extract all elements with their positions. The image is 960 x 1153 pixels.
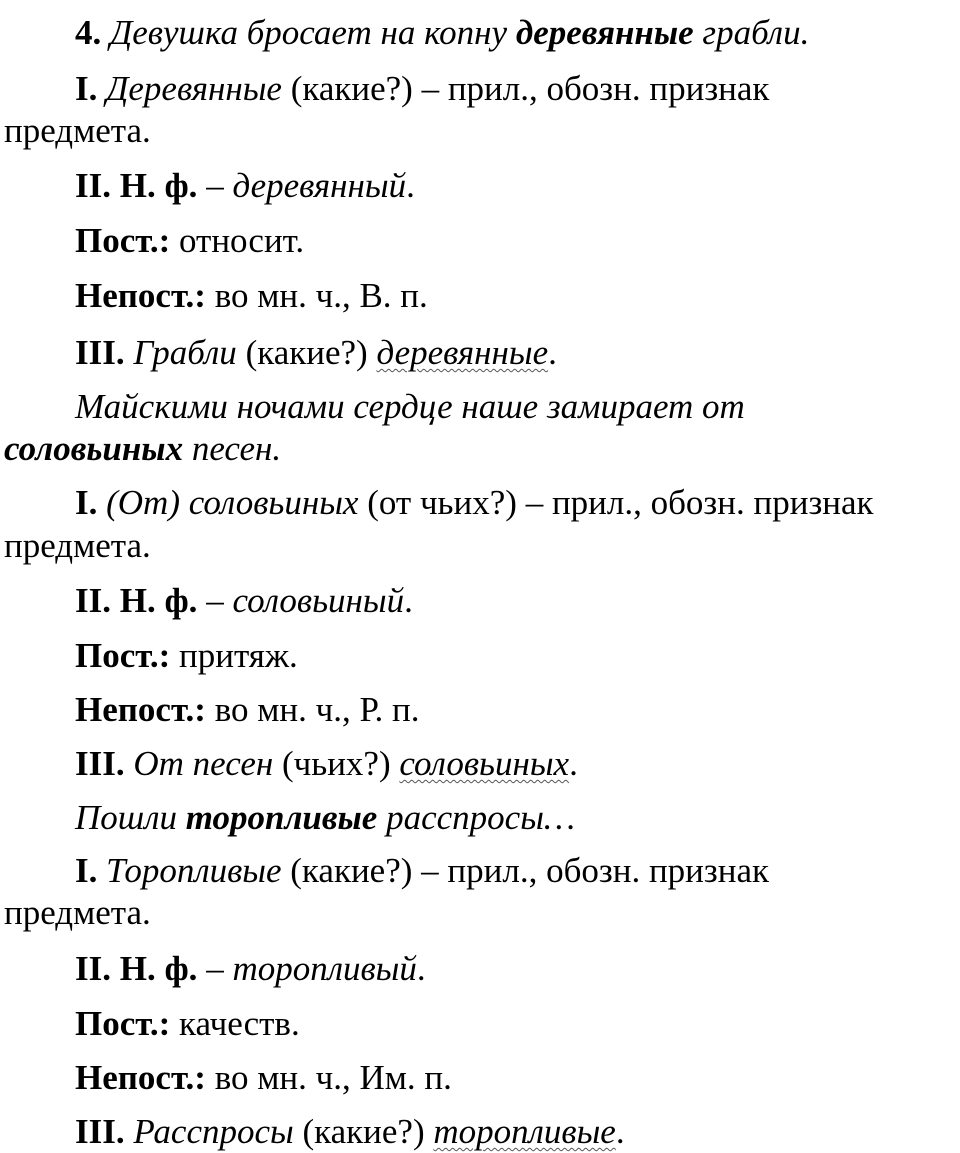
dash: –	[206, 581, 224, 620]
sentence-text: Девушка бросает на копну	[110, 13, 508, 52]
value: относит.	[178, 221, 305, 260]
initial-form: соловьиный	[232, 581, 405, 620]
word: Деревянные	[106, 69, 282, 108]
key-word: деревянные	[515, 13, 694, 52]
value: качеств.	[178, 1004, 300, 1043]
description-cont: предмета.	[4, 893, 151, 932]
sentence-2-line-1	[4, 386, 960, 428]
value: во мн. ч., В. п.	[214, 276, 428, 315]
analysis-nepost	[4, 275, 960, 317]
key-word: соловьиных	[4, 429, 184, 468]
analysis-step-ii	[4, 580, 960, 622]
sentence-text: расспросы…	[386, 798, 576, 837]
key-word: торопливые	[185, 798, 378, 837]
analysis-nepost	[4, 1057, 960, 1099]
step-label: Пост.:	[75, 1004, 171, 1043]
task-number: 4.	[75, 13, 102, 52]
value: во мн. ч., Им. п.	[214, 1058, 452, 1097]
initial-form: деревянный	[232, 166, 407, 205]
noun: Грабли	[133, 333, 237, 372]
step-label: III.	[75, 744, 125, 783]
sentence-3	[4, 797, 960, 839]
step-label: Пост.:	[75, 221, 171, 260]
preposition: (От)	[106, 483, 180, 522]
underlined-adjective: деревянные	[376, 333, 549, 372]
analysis-step-i	[4, 482, 960, 524]
word: Торопливые	[106, 851, 282, 890]
analysis-post	[4, 635, 960, 677]
sentence-text: Майскими ночами сердце наше замирает от	[75, 387, 745, 426]
analysis-step-i-cont	[4, 525, 944, 567]
description: – прил., обозн. признак	[525, 483, 874, 522]
question: (какие?)	[245, 333, 368, 372]
underlined-adjective: соловьиных	[399, 744, 570, 783]
analysis-step-iii	[4, 332, 960, 374]
dash: –	[206, 949, 224, 988]
step-label: II. Н. ф.	[75, 949, 198, 988]
value: во мн. ч., Р. п.	[214, 690, 420, 729]
analysis-step-i	[4, 68, 960, 110]
step-label: Непост.:	[75, 1058, 206, 1097]
question: (какие?)	[302, 1112, 425, 1151]
noun: От песен	[133, 744, 274, 783]
step-label: II. Н. ф.	[75, 166, 198, 205]
step-label: I.	[75, 69, 98, 108]
sentence-text: песен.	[191, 429, 282, 468]
analysis-step-i-cont	[4, 892, 944, 934]
period: .	[406, 166, 415, 205]
step-label: Пост.:	[75, 636, 171, 675]
step-label: III.	[75, 1112, 125, 1151]
description: – прил., обозн. признак	[421, 69, 770, 108]
dash: –	[206, 166, 224, 205]
analysis-post	[4, 220, 960, 262]
sentence-1	[4, 12, 960, 54]
sentence-text: Пошли	[75, 798, 177, 837]
analysis-nepost	[4, 689, 960, 731]
step-label: III.	[75, 333, 125, 372]
question: (какие?)	[290, 69, 413, 108]
word: соловьиных	[188, 483, 359, 522]
step-label: Непост.:	[75, 690, 206, 729]
question: (от чьих?)	[367, 483, 517, 522]
step-label: I.	[75, 851, 98, 890]
period: .	[569, 744, 578, 783]
sentence-2-line-2	[4, 428, 944, 470]
analysis-post	[4, 1003, 960, 1045]
description: – прил., обозн. признак	[421, 851, 770, 890]
analysis-step-ii	[4, 165, 960, 207]
analysis-step-i-cont	[4, 110, 944, 152]
period: .	[416, 949, 426, 988]
value: притяж.	[178, 636, 298, 675]
period: .	[548, 333, 557, 372]
period: .	[404, 581, 413, 620]
step-label: Непост.:	[75, 276, 206, 315]
underlined-adjective: торопливые	[433, 1112, 616, 1151]
analysis-step-iii	[4, 1111, 960, 1153]
step-label: I.	[75, 483, 98, 522]
analysis-step-ii	[4, 948, 960, 990]
description-cont: предмета.	[4, 111, 151, 150]
sentence-text: грабли.	[702, 13, 810, 52]
analysis-step-iii	[4, 743, 960, 785]
question: (какие?)	[290, 851, 413, 890]
period: .	[615, 1112, 625, 1151]
description-cont: предмета.	[4, 526, 151, 565]
question: (чьих?)	[281, 744, 391, 783]
noun: Расспросы	[133, 1112, 294, 1151]
step-label: II. Н. ф.	[75, 581, 198, 620]
initial-form: торопливый	[232, 949, 417, 988]
analysis-step-i	[4, 850, 960, 892]
